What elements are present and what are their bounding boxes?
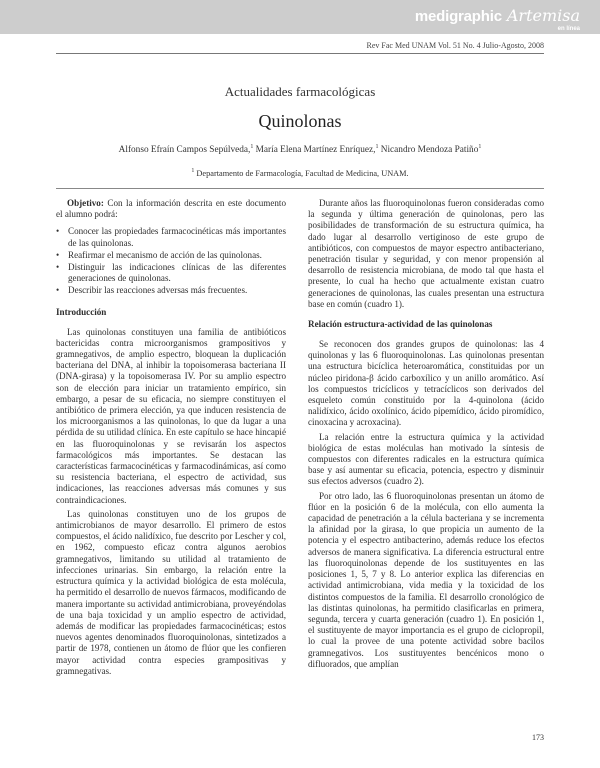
objectives-list	[56, 226, 286, 296]
structure-activity-heading: Relación estructura-actividad de las quinolonas	[308, 319, 493, 330]
synthesis-paragraph: La relación entre la estructura química y la actividad biológica de estas moléculas han motivado la síntesis de compuestos con diferentes radicales en la estructura química base y así aumentar su eficacia, potencia, espectro y disminuir sus efectos adversos (cuadro 2).	[308, 431, 544, 487]
affiliation-marker: 1	[191, 168, 195, 174]
author-3: Nicandro Mendoza Patiño	[378, 145, 479, 156]
author-2-affil: 1	[375, 144, 379, 150]
generations-paragraph: Durante años las fluoroquinolonas fueron consideradas como la segunda y última generación de quinolonas, pero las posibilidades de transformación de su estructura química, ha dado lugar al desarrollo vertiginoso de este grupo de antibióticos, con compuestos de mayor espectro antibacteriano, penetración tisular y seguridad, y con menor propensión al desarrollo de resistencia microbiana, de modo tal que hasta el presente, lo cual ha hecho que actualmente existan cuatro generaciones de quinolonas, las cuales presentan una estructura base en común (cuadro 1).	[308, 198, 544, 309]
brand-sub: en línea	[557, 26, 580, 32]
header-banner	[0, 0, 600, 34]
bullet-icon: •	[56, 285, 60, 296]
brand-script: Artemisa en línea	[506, 6, 580, 32]
list-item: • Reafirmar el mecanismo de acción de las quinolonas.	[56, 249, 262, 260]
list-item: • Conocer las propiedades farmacocinéticas más importantes de las quinolonas.	[56, 226, 286, 248]
author-1: Alfonso Efraín Campos Sepúlveda,	[118, 145, 251, 156]
publisher-logo[interactable]	[414, 6, 580, 32]
brand-name: medigraphic	[414, 8, 502, 25]
author-list	[0, 144, 600, 155]
list-item: • Describir las reacciones adversas más frecuentes.	[56, 285, 248, 296]
left-column	[56, 198, 286, 680]
right-column	[308, 198, 544, 673]
fluoroquinolones-paragraph: Por otro lado, las 6 fluoroquinolonas presentan un átomo de flúor en la posición 6 de la molécula, con ello aumenta la capacidad de penetración a la célula bacteriana y se incrementa la afinidad por la girasa, lo que propicia un aumento de la potencia y el espectro antibacterino, además reduce los efectos adversos de manera significativa. La diferencia estructural entre las fluoroquinolonas depende de los sustituyentes en las posiciones 1, 5, 7 y 8. Lo anterior explica las diferencias en actividad antimicrobiana, vida media y la toxicidad de los distintos compuestos de la familia. El desarrollo cronológico de las distintas quinolonas, ha permitido clasificarlas en primera, segunda, tercera y cuarta generación (cuadro 1). En posición 1, el sustituyente de mayor importancia es el grupo de ciclopropil, lo cual la provee de una potente actividad sobre bacilos gramnegativos. Los sustituyentes bencénicos mono o difluorados, que amplían	[308, 490, 544, 669]
objective-label: Objetivo:	[67, 198, 104, 208]
intro-paragraph-2: Las quinolonas constituyen uno de los grupos de antimicrobianos de mayor desarrollo. El primero de estos compuestos, el ácido nalidíxico, fue descrito por Lescher y col, en 1962, compuesto eficaz contra algunos aerobios gramnegativos, limitando su utilidad al tratamiento de infecciones urinarias. Sin embargo, la relación entre la estructura química y la actividad biológica de esta molécula, ha permitido el desarrollo de nuevos fármacos, modificando de manera importante su actividad antimicrobiana, proveyéndolas de una baja toxicidad y un amplio espectro de actividad, además de modificar las propiedades farmacocinéticas; estos nuevos agentes denominados fluoroquinolonas, sintetizados a partir de 1978, contienen un átomo de flúor que les confieren mayor actividad contra especies grampositivas y gramnegativas.	[56, 508, 286, 676]
author-1-affil: 1	[250, 144, 254, 150]
header-divider	[56, 188, 544, 189]
section-title: Actualidades farmacológicas	[224, 84, 376, 99]
bullet-icon: •	[56, 249, 60, 260]
top-divider	[56, 53, 544, 54]
author-3-affil: 1	[478, 144, 482, 150]
affiliation	[0, 168, 600, 178]
page-number: 173	[532, 733, 544, 742]
affiliation-text: Departamento de Farmacología, Facultad de Medicina, UNAM.	[194, 168, 409, 178]
author-2: María Elena Martínez Enríquez,	[253, 145, 376, 156]
intro-heading: Introducción	[56, 306, 107, 317]
intro-paragraph-1: Las quinolonas constituyen una familia de antibióticos bactericidas contra microorganismos grampositivos y gramnegativos, de amplio espectro, bloquean la duplicación bacteriana del DNA, al inhibir la topoisomerasa bacteriana II (DNA-girasa) y la topoisomerasa IV. Por su amplio espectro son de elección para iniciar un tratamiento empírico, sin embargo, a pesar de su eficacia, no siempre constituyen el antibiótico de primera elección, ya que inducen resistencia de los microorganismos a las quinolonas, lo que da lugar a una pérdida de su utilidad clínica. En este capítulo se hace hincapié en las fluoroquinolonas y se revisarán los aspectos farmacológicos más importantes. Se destacan las características farmacocinéticas y farmacodinámicas, así como su resistencia bacteriana, el espectro de actividad, sus indicaciones, las reacciones adversas más comunes y sus contraindicaciones.	[56, 326, 286, 505]
objective-paragraph	[56, 198, 286, 220]
groups-paragraph: Se reconocen dos grandes grupos de quinolonas: las 4 quinolonas y las 6 fluoroquinolonas. Las quinolonas presentan una estructura bicíclica heteroaromática, constituidas por un núcleo piridona-β ácido carboxílico y un anillo aromático. Así los compuestos tricíclicos y tetracíclicos son derivados del esqueleto común constituido por la 4-quinolona (ácido nalidíxico, ácido oxolínico, ácido pipemídico, ácido piromídico, cinoxacina y acroxacina).	[308, 339, 544, 428]
article-title: Quinolonas	[258, 111, 342, 131]
journal-reference: Rev Fac Med UNAM Vol. 51 No. 4 Julio-Agosto, 2008	[366, 41, 544, 50]
bullet-icon: •	[56, 262, 60, 273]
bullet-icon: •	[56, 226, 60, 237]
objective-text: Con la información descrita en este documento el alumno podrá:	[56, 198, 286, 220]
list-item: • Distinguir las indicaciones clínicas de las diferentes generaciones de quinolonas.	[56, 262, 286, 284]
